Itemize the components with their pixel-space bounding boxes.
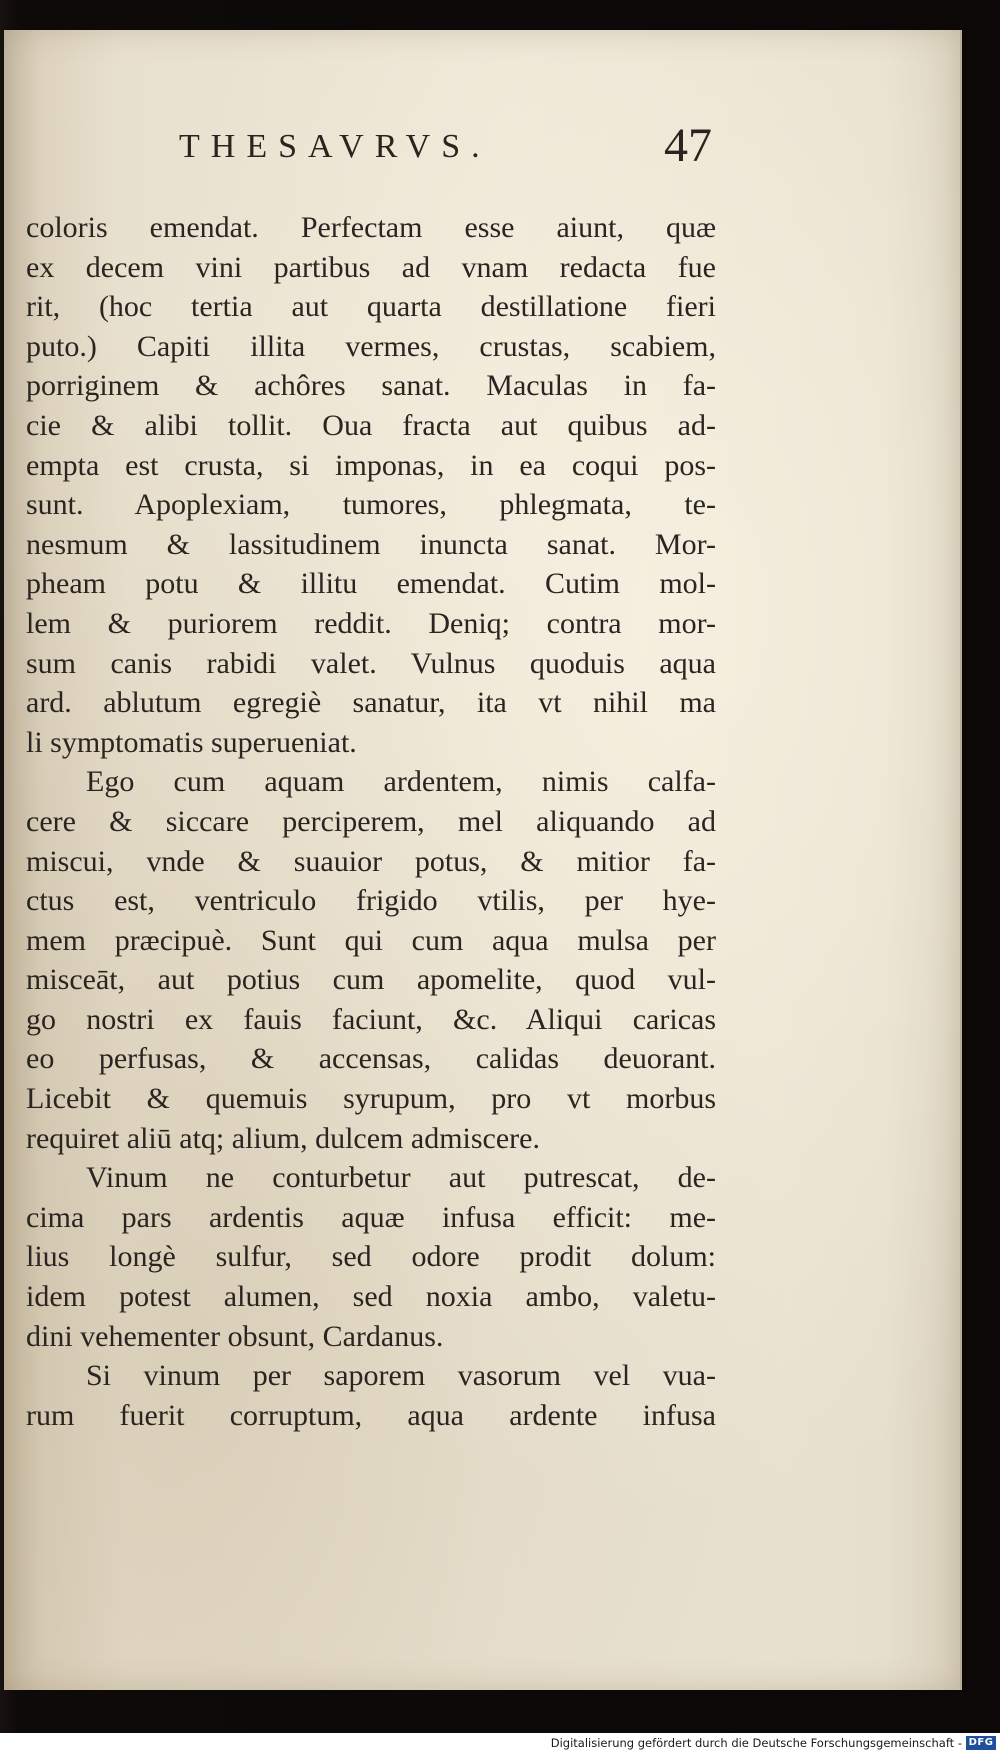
text-line: puto.) Capiti illita vermes, crustas, scabiem, xyxy=(26,329,716,363)
page-number: 47 xyxy=(664,119,712,172)
text-line: cie & alibi tollit. Oua fracta aut quibus ad- xyxy=(26,408,716,442)
text-line: sunt. Apoplexiam, tumores, phlegmata, te- xyxy=(26,488,716,522)
text-line: porriginem & achôres sanat. Maculas in fa- xyxy=(26,369,716,403)
text-line: ctus est, ventriculo frigido vtilis, per hye- xyxy=(26,884,716,918)
text-line: lius longè sulfur, sed odore prodit dolum: xyxy=(26,1240,716,1274)
text-line: cima pars ardentis aquæ infusa efficit: me- xyxy=(26,1200,716,1234)
text-line: requiret aliū atq; alium, dulcem admiscere. xyxy=(26,1121,540,1155)
text-line: ard. ablutum egregiè sanatur, ita vt nihil ma xyxy=(26,686,716,720)
text-line: sum canis rabidi valet. Vulnus quoduis aqua xyxy=(26,646,716,680)
text-line: Si vinum per saporem vasorum vel vua- xyxy=(86,1359,716,1393)
text-line: empta est crusta, si imponas, in ea coqui pos- xyxy=(26,448,716,482)
text-line: idem potest alumen, sed noxia ambo, valetu- xyxy=(26,1280,716,1314)
text-line: Licebit & quemuis syrupum, pro vt morbus xyxy=(26,1082,716,1116)
running-head: THESAVRVS. xyxy=(179,128,491,165)
digitization-footer xyxy=(0,1733,1000,1753)
text-line: lem & puriorem reddit. Deniq; contra mor- xyxy=(26,606,716,640)
dfg-logo: DFG xyxy=(966,1736,996,1750)
text-line: miscui, vnde & suauior potus, & mitior fa- xyxy=(26,844,716,878)
text-line: pheam potu & illitu emendat. Cutim mol- xyxy=(26,567,716,601)
text-line: mem præcipuè. Sunt qui cum aqua mulsa per xyxy=(26,923,716,957)
text-line: misceāt, aut potius cum apomelite, quod vul- xyxy=(26,963,716,997)
text-line: cere & siccare perciperem, mel aliquando ad xyxy=(26,804,716,838)
text-line: go nostri ex fauis faciunt, &c. Aliqui caricas xyxy=(26,1002,716,1036)
text-line: eo perfusas, & accensas, calidas deuorant. xyxy=(26,1042,716,1076)
text-line: coloris emendat. Perfectam esse aiunt, quæ xyxy=(26,211,716,244)
text-line: dini vehementer obsunt, Cardanus. xyxy=(26,1319,444,1353)
text-line: Ego cum aquam ardentem, nimis calfa- xyxy=(86,765,716,799)
body-text xyxy=(26,208,716,1435)
text-line: nesmum & lassitudinem inuncta sanat. Mor- xyxy=(26,527,716,561)
book-page xyxy=(4,30,962,1690)
text-line: Vinum ne conturbetur aut putrescat, de- xyxy=(86,1161,716,1195)
text-line: rum fuerit corruptum, aqua ardente infusa xyxy=(26,1398,716,1432)
funding-credit: Digitalisierung gefördert durch die Deutsche Forschungsgemeinschaft - xyxy=(550,1736,962,1750)
text-line: ex decem vini partibus ad vnam redacta fue xyxy=(26,250,716,284)
text-line: rit, (hoc tertia aut quarta destillatione fieri xyxy=(26,290,716,324)
text-line: li symptomatis superueniat. xyxy=(26,725,357,759)
